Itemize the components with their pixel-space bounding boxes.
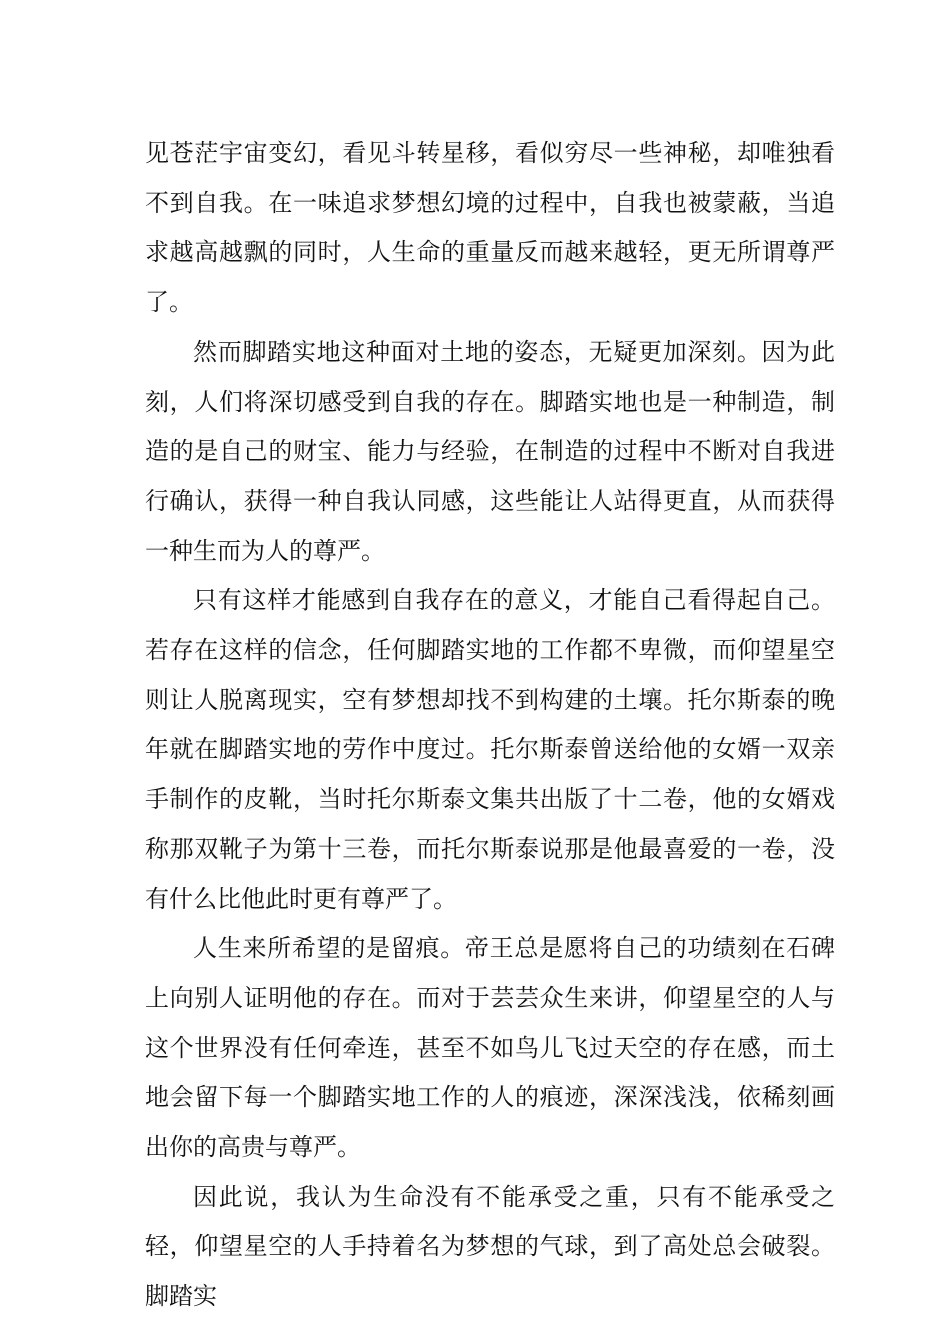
- paragraph-2: 然而脚踏实地这种面对土地的姿态，无疑更加深刻。因为此刻，人们将深切感受到自我的存在。脚踏实地也是一种制造，制造的是自己的财宝、能力与经验，在制造的过程中不断对自我进行确认，获得一种自我认同感，这些能让人站得更直，从而获得一种生而为人的尊严。: [145, 337, 835, 565]
- paragraph-5: 因此说，我认为生命没有不能承受之重，只有不能承受之轻，仰望星空的人手持着名为梦想的气球，到了高处总会破裂。脚踏实: [145, 1182, 835, 1311]
- essay-body: [145, 129, 835, 1322]
- paragraph-4: 人生来所希望的是留痕。帝王总是愿将自己的功绩刻在石碑上向别人证明他的存在。而对于芸芸众生来讲，仰望星空的人与这个世界没有任何牵连，甚至不如鸟儿飞过天空的存在感，而土地会留下每一个脚踏实地工作的人的痕迹，深深浅浅，依稀刻画出你的高贵与尊严。: [145, 934, 835, 1162]
- paragraph-3: 只有这样才能感到自我存在的意义，才能自己看得起自己。若存在这样的信念，任何脚踏实地的工作都不卑微，而仰望星空则让人脱离现实，空有梦想却找不到构建的土壤。托尔斯泰的晚年就在脚踏实地的劳作中度过。托尔斯泰曾送给他的女婿一双亲手制作的皮靴，当时托尔斯泰文集共出版了十二卷，他的女婿戏称那双靴子为第十三卷，而托尔斯泰说那是他最喜爱的一卷，没有什么比他此时更有尊严了。: [145, 586, 835, 913]
- paragraph-1: 见苍茫宇宙变幻，看见斗转星移，看似穷尽一些神秘，却唯独看不到自我。在一味追求梦想幻境的过程中，自我也被蒙蔽，当追求越高越飘的同时，人生命的重量反而越来越轻，更无所谓尊严了。: [145, 139, 835, 317]
